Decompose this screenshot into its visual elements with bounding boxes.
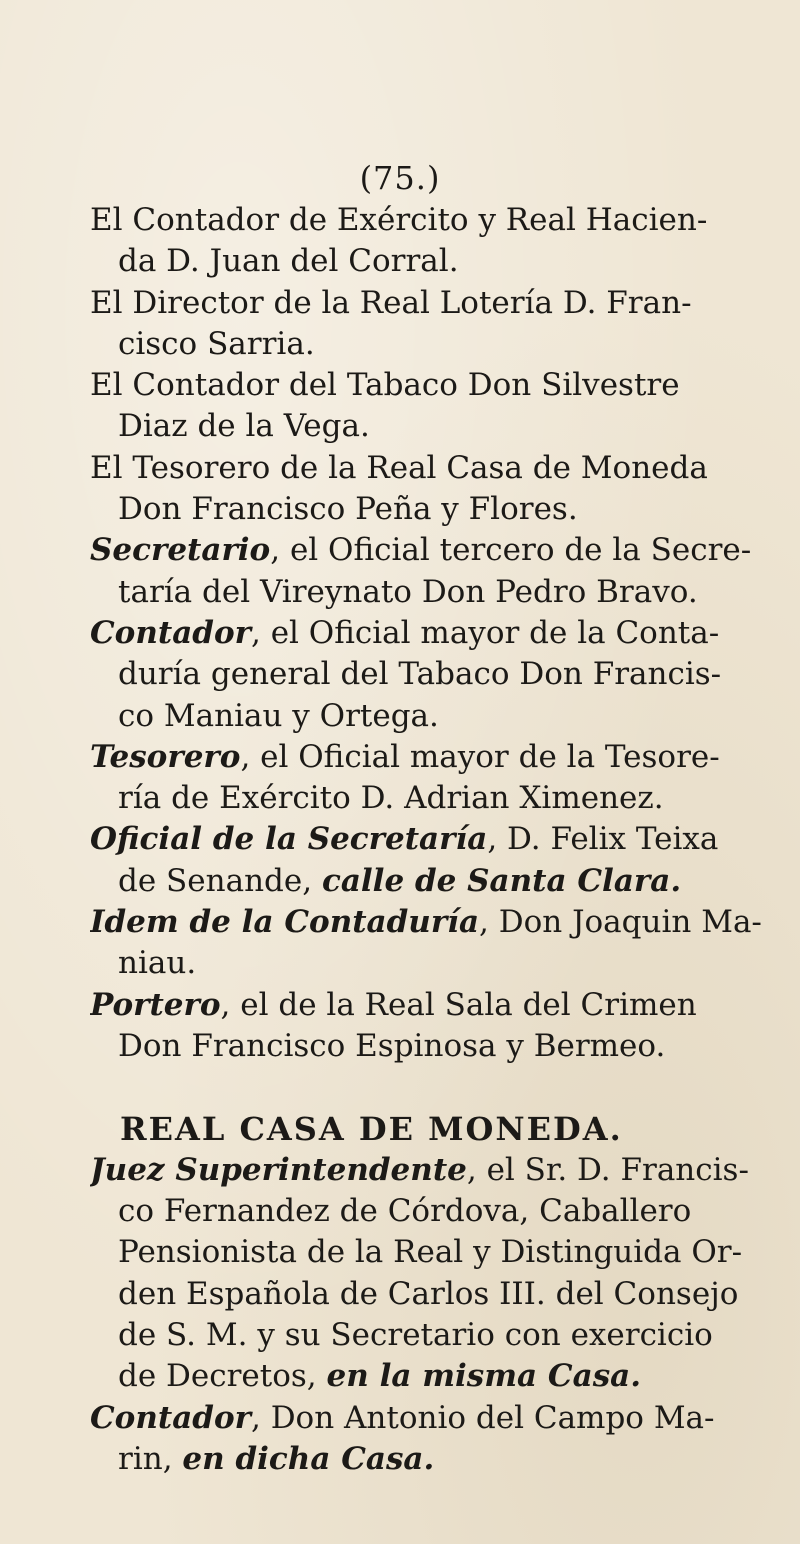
italic-segment: Idem de la Contaduría — [90, 904, 480, 941]
text-line — [90, 778, 770, 819]
text-segment: cisco Sarria. — [118, 325, 315, 362]
text-line — [90, 1191, 770, 1232]
text-segment: Pensionista de la Real y Distinguida Or- — [118, 1234, 743, 1271]
italic-segment: Secretario — [90, 532, 271, 569]
text-segment: , el Oficial mayor de la Conta- — [250, 614, 720, 651]
text-line — [90, 572, 770, 613]
text-line — [90, 985, 770, 1026]
text-segment: den Española de Carlos III. del Consejo — [118, 1275, 739, 1312]
text-segment: duría general del Tabaco Don Francis- — [118, 656, 722, 693]
text-line — [90, 324, 770, 365]
text-line — [90, 1356, 770, 1397]
text-line — [90, 861, 770, 902]
text-segment: Don Francisco Espinosa y Bermeo. — [118, 1027, 666, 1064]
text-line — [90, 1439, 770, 1480]
text-line — [90, 943, 770, 984]
text-segment: de Senande, — [118, 862, 322, 899]
text-line — [90, 613, 770, 654]
text-segment: El Contador del Tabaco Don Silvestre — [90, 367, 680, 404]
text-line — [90, 1274, 770, 1315]
text-segment: Don Francisco Peña y Flores. — [118, 491, 578, 528]
text-line — [90, 489, 770, 530]
text-segment: , D. Felix Teixa — [487, 821, 719, 858]
italic-segment: Tesorero — [90, 738, 241, 775]
text-line — [90, 406, 770, 447]
italic-segment: Oficial de la Secretaría — [90, 821, 488, 858]
text-line — [90, 1232, 770, 1273]
text-line — [90, 696, 770, 737]
text-line — [90, 1398, 770, 1439]
text-segment: co Maniau y Ortega. — [118, 697, 439, 734]
text-line — [90, 1026, 770, 1067]
text-segment: , el Sr. D. Francis- — [466, 1151, 749, 1188]
italic-segment: calle de Santa Clara. — [321, 862, 682, 899]
text-segment: rin, — [118, 1440, 183, 1477]
page-number: (75.) — [359, 159, 441, 197]
italic-segment: Juez Superintendente — [90, 1151, 467, 1188]
text-segment: co Fernandez de Córdova, Caballero — [118, 1193, 692, 1230]
text-segment: , Don Joaquin Ma- — [479, 904, 762, 941]
text-segment: ría de Exército D. Adrian Ximenez. — [118, 780, 664, 817]
text-segment: , el Oficial tercero de la Secre- — [270, 532, 752, 569]
italic-segment: en la misma Casa. — [326, 1358, 642, 1395]
italic-segment: en dicha Casa. — [182, 1440, 435, 1477]
text-block — [90, 200, 770, 1480]
text-line — [90, 283, 770, 324]
text-line — [90, 819, 770, 860]
text-line — [90, 1150, 770, 1191]
text-segment: da D. Juan del Corral. — [118, 243, 459, 280]
text-line — [90, 737, 770, 778]
text-segment: El Director de la Real Lotería D. Fran- — [90, 284, 692, 321]
text-line — [90, 654, 770, 695]
text-line — [90, 365, 770, 406]
text-line — [90, 902, 770, 943]
text-segment: niau. — [118, 945, 197, 982]
text-segment: El Contador de Exército y Real Hacien- — [90, 202, 708, 238]
text-segment: taría del Vireynato Don Pedro Bravo. — [118, 573, 698, 610]
text-line — [90, 200, 770, 241]
italic-segment: Contador — [90, 1399, 251, 1436]
blank-line — [90, 1067, 770, 1108]
text-segment: Diaz de la Vega. — [118, 408, 370, 445]
italic-segment: Portero — [90, 986, 221, 1023]
text-line — [90, 1315, 770, 1356]
text-segment: , el de la Real Sala del Crimen — [220, 986, 697, 1023]
text-line — [90, 448, 770, 489]
section-heading — [90, 1109, 770, 1150]
text-segment: de Decretos, — [118, 1358, 327, 1395]
text-segment: El Tesorero de la Real Casa de Moneda — [90, 449, 708, 486]
text-segment: , Don Antonio del Campo Ma- — [250, 1399, 715, 1436]
text-line — [90, 530, 770, 571]
italic-segment: Contador — [90, 614, 251, 651]
text-segment: REAL CASA DE MONEDA. — [120, 1109, 623, 1148]
text-line — [90, 241, 770, 282]
text-segment: , el Oficial mayor de la Tesore- — [240, 738, 720, 775]
text-segment: de S. M. y su Secretario con exercicio — [118, 1317, 713, 1354]
